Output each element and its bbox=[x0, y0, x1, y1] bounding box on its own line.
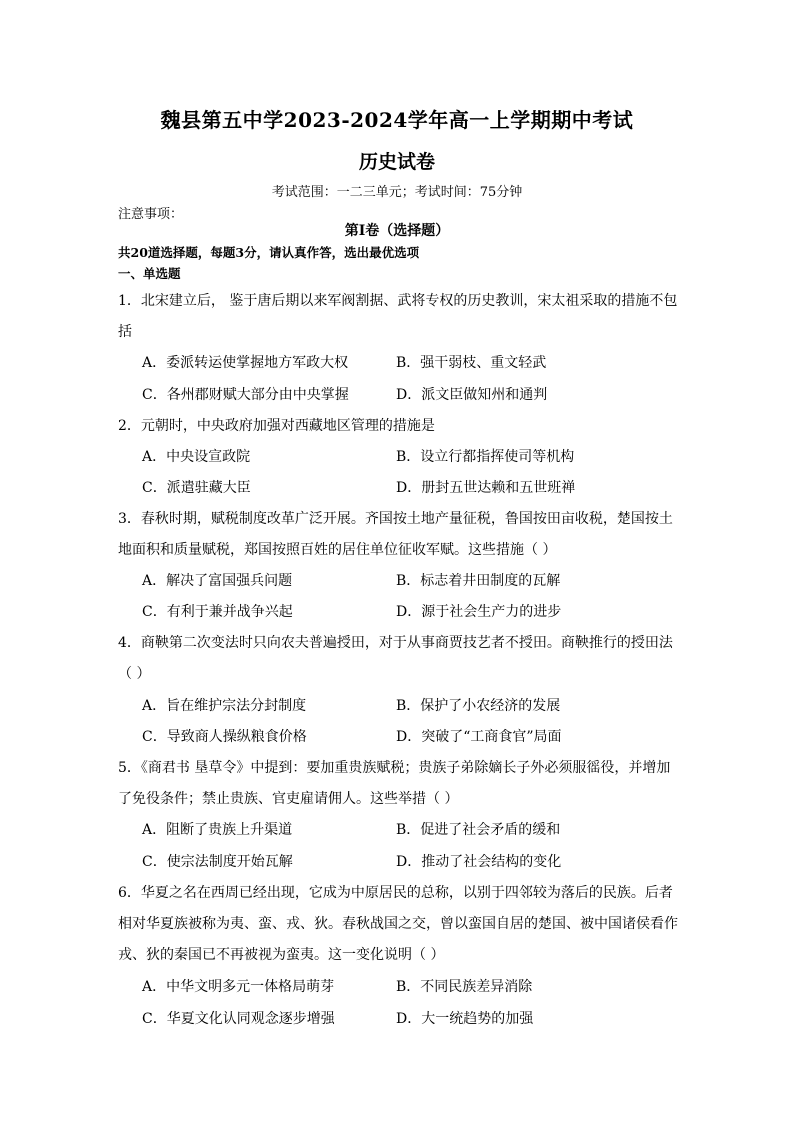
question-6-option-c: C．华夏文化认同观念逐步增强 bbox=[142, 1011, 335, 1027]
question-1-line-2: 括 bbox=[118, 324, 132, 340]
question-2-option-c: C．派遣驻藏大臣 bbox=[142, 480, 251, 496]
question-6-line-3: 戎、狄的秦国已不再被视为蛮夷。这一变化说明（ ） bbox=[118, 947, 445, 963]
question-2-option-b: B．设立行都指挥使司等机构 bbox=[396, 449, 575, 465]
question-6-option-a: A．中华文明多元一体格局萌芽 bbox=[142, 979, 335, 995]
exam-info: 考试范围：一二三单元；考试时间：75分钟 bbox=[271, 185, 523, 200]
question-4-option-c: C．导致商人操纵粮食价格 bbox=[142, 729, 307, 745]
part-title: 一、单选题 bbox=[118, 266, 181, 281]
question-5-line-2: 了免役条件；禁止贵族、官吏雇请佣人。这些举措（ ） bbox=[118, 791, 459, 807]
notice-label: 注意事项： bbox=[118, 207, 184, 222]
question-4-option-b: B．保护了小农经济的发展 bbox=[396, 698, 561, 714]
question-5-line-1: 5．《商君书 垦草令》中提到：要加重贵族赋税；贵族子弟除嫡长子外必须服徭役，并增加 bbox=[118, 760, 671, 776]
section-instructions: 共20道选择题，每题3分，请认真作答，选出最优选项 bbox=[118, 245, 420, 260]
question-5-option-b: B．促进了社会矛盾的缓和 bbox=[396, 822, 561, 838]
question-6-option-b: B．不同民族差异消除 bbox=[396, 979, 533, 995]
exam-title: 魏县第五中学2023-2024学年高一上学期期中考试 bbox=[160, 108, 634, 132]
question-2-option-a: A．中央设宣政院 bbox=[142, 449, 251, 465]
question-3-option-a: A．解决了富国强兵问题 bbox=[142, 573, 293, 589]
question-3-line-2: 地面积和质量赋税，郑国按照百姓的居住单位征收军赋。这些措施（ ） bbox=[118, 542, 557, 558]
question-5-option-a: A．阻断了贵族上升渠道 bbox=[142, 822, 293, 838]
question-4-line-2: （ ） bbox=[118, 666, 151, 682]
question-6-option-d: D．大一统趋势的加强 bbox=[396, 1011, 534, 1027]
question-4-option-d: D．突破了“工商食官”局面 bbox=[396, 729, 562, 745]
question-4-line-1: 4．商鞅第二次变法时只向农夫普遍授田，对于从事商贾技艺者不授田。商鞅推行的授田法 bbox=[118, 635, 673, 651]
question-3-option-c: C．有利于兼并战争兴起 bbox=[142, 604, 293, 620]
question-2-option-d: D．册封五世达赖和五世班禅 bbox=[396, 480, 576, 496]
question-3-line-1: 3．春秋时期，赋税制度改革广泛开展。齐国按土地产量征税，鲁国按田亩收税，楚国按土 bbox=[118, 511, 673, 527]
question-1-option-b: B．强干弱枝、重文轻武 bbox=[396, 355, 547, 371]
question-1-option-d: D．派文臣做知州和通判 bbox=[396, 387, 548, 403]
question-3-option-b: B．标志着井田制度的瓦解 bbox=[396, 573, 561, 589]
question-5-option-d: D．推动了社会结构的变化 bbox=[396, 854, 562, 870]
section-title: 第I卷（选择题） bbox=[344, 223, 450, 239]
question-5-option-c: C．使宗法制度开始瓦解 bbox=[142, 854, 293, 870]
question-6-line-2: 相对华夏族被称为夷、蛮、戎、狄。春秋战国之交，曾以蛮国自居的楚国、被中国诸侯看作 bbox=[118, 916, 678, 932]
question-3-option-d: D．源于社会生产力的进步 bbox=[396, 604, 562, 620]
question-6-line-1: 6．华夏之名在西周已经出现，它成为中原居民的总称，以别于四邻较为落后的民族。后者 bbox=[118, 885, 673, 901]
question-2-line-1: 2．元朝时，中央政府加强对西藏地区管理的措施是 bbox=[118, 418, 435, 434]
exam-subtitle: 历史试卷 bbox=[358, 151, 435, 173]
question-1-option-c: C．各州郡财赋大部分由中央掌握 bbox=[142, 387, 349, 403]
question-1-option-a: A．委派转运使掌握地方军政大权 bbox=[142, 355, 349, 371]
question-4-option-a: A．旨在维护宗法分封制度 bbox=[142, 698, 307, 714]
question-1-line-1: 1．北宋建立后， 鉴于唐后期以来军阀割据、武将专权的历史教训，宋太祖采取的措施不包 bbox=[118, 293, 678, 309]
